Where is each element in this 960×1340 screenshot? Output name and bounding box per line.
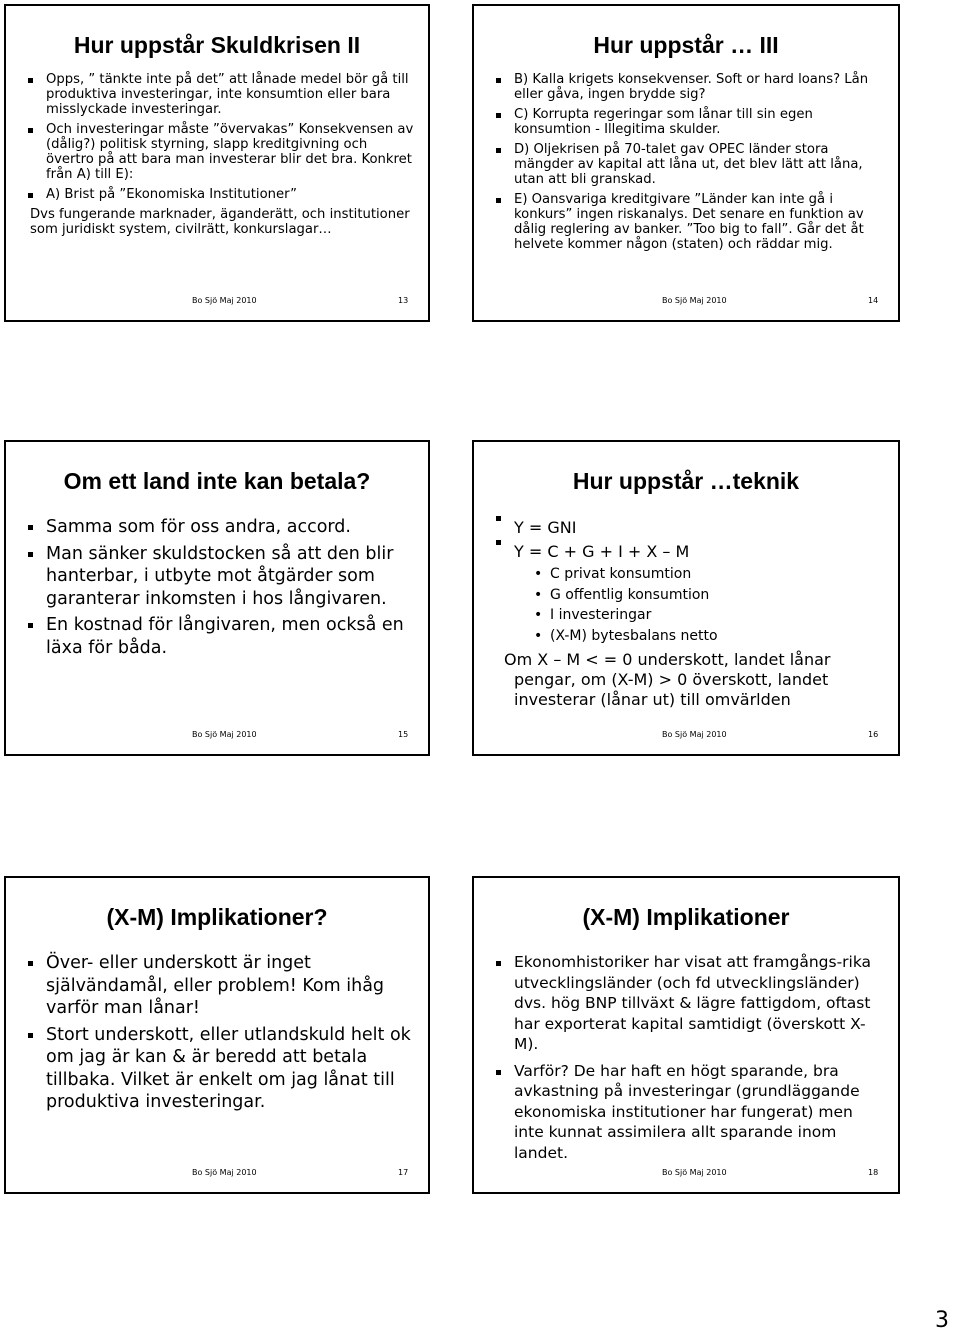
bullet-item: Och investeringar måste ”övervakas” Konsekvensen av (dålig?) politisk styrning, slapp kreditgivning och övertro på att bara man investerar blir det bra. Konkret från A) till E):: [24, 122, 414, 182]
slide-title: Hur uppstår …teknik: [572, 468, 800, 494]
slide-14: [472, 4, 900, 322]
slide-number: 17: [398, 1168, 409, 1177]
slide-body: [492, 72, 884, 252]
slide-body: [24, 516, 414, 659]
slide-title: (X-M) Implikationer: [582, 904, 790, 930]
slide-18: [472, 876, 900, 1194]
bullet-item: A) Brist på ”Ekonomiska Institutioner”: [24, 187, 414, 202]
bullet-list: [24, 516, 414, 659]
sub-bullet-item: • C privat konsumtion: [520, 564, 884, 585]
slide-body: [24, 72, 414, 237]
bullet-item: Y = GNI: [492, 516, 884, 540]
footer-author: Bo Sjö Maj 2010: [662, 730, 727, 739]
footer-author: Bo Sjö Maj 2010: [192, 730, 257, 739]
footer-author: Bo Sjö Maj 2010: [192, 1168, 257, 1177]
slide-title: Hur uppstår … III: [593, 32, 779, 58]
bullet-list: [24, 952, 414, 1114]
bullet-item: E) Oansvariga kreditgivare ”Länder kan inte gå i konkurs” ingen riskanalys. Det senare en funktion av dålig reglering av banker. ”Too big to fall”. Går det åt helvete kommer någon (staten) och räddar mig.: [492, 192, 884, 252]
bullet-item: D) Oljekrisen på 70-talet gav OPEC länder stora mängder av kapital att låna ut, det blev lätt att låna, utan att bli granskad.: [492, 142, 884, 187]
slide-16: [472, 440, 900, 756]
sub-bullet-item: • (X-M) bytesbalans netto: [520, 626, 884, 647]
bullet-list: [492, 72, 884, 252]
bullet-list: [24, 72, 414, 237]
slide-number: 15: [398, 730, 409, 739]
bullet-list: [492, 952, 884, 1163]
sub-bullet-item: • I investeringar: [520, 605, 884, 626]
slide-number: 16: [868, 730, 879, 739]
slide-title: (X-M) Implikationer?: [106, 904, 328, 930]
balance-note-line: pengar, om (X-M) > 0 överskott, landet: [514, 670, 829, 689]
footer-author: Bo Sjö Maj 2010: [192, 296, 257, 305]
bullet-item: Y = C + G + I + X – M: [492, 540, 884, 564]
page-number: 3: [935, 1308, 949, 1333]
slide-13: [4, 4, 430, 322]
bullet-item: Över- eller underskott är inget självändamål, eller problem! Kom ihåg varför man lånar!: [24, 952, 414, 1020]
footer-author: Bo Sjö Maj 2010: [662, 296, 727, 305]
slide-body: [492, 516, 884, 710]
bullet-item: Ekonomhistoriker har visat att framgångs-rika utvecklingsländer (och fd utvecklingsländer) dvs. hög BNP tillväxt & lägre fattigdom, oftast har exporterat kapital samtidigt (överskott X-M).: [492, 952, 884, 1055]
slide-body: [492, 952, 884, 1163]
bullet-continuation: Dvs fungerande marknader, äganderätt, och institutioner som juridiskt system, civilrätt, konkurslagar…: [30, 207, 410, 237]
slide-number: 14: [868, 296, 879, 305]
footer-author: Bo Sjö Maj 2010: [662, 1168, 727, 1177]
balance-note: [492, 650, 884, 710]
bullet-item: Stort underskott, eller utlandskuld helt ok om jag är kan & är beredd att betala tillbaka. Vilket är enkelt om jag lånat till produktiva investeringar.: [24, 1024, 414, 1114]
slide-number: 18: [868, 1168, 879, 1177]
bullet-item: Opps, ” tänkte inte på det” att lånade medel bör gå till produktiva investeringar, inte konsumtion eller bara misslyckade investeringar.: [24, 72, 414, 117]
sub-bullet-item: • G offentlig konsumtion: [520, 585, 884, 606]
bullet-list: [492, 516, 884, 564]
slide-title: Hur uppstår Skuldkrisen II: [73, 32, 361, 58]
slide-body: [24, 952, 414, 1114]
bullet-item: Man sänker skuldstocken så att den blir hanterbar, i utbyte mot åtgärder som garanterar inkomsten i hos långivaren.: [24, 543, 414, 611]
slide-17: [4, 876, 430, 1194]
slide-title: Om ett land inte kan betala?: [63, 468, 371, 494]
slide-15: [4, 440, 430, 756]
bullet-item: C) Korrupta regeringar som lånar till sin egen konsumtion - Illegitima skulder.: [492, 107, 884, 137]
bullet-item: En kostnad för långivaren, men också en läxa för båda.: [24, 614, 414, 659]
sub-bullet-list: [492, 564, 884, 646]
bullet-item: Samma som för oss andra, accord.: [24, 516, 414, 539]
bullet-item: B) Kalla krigets konsekvenser. Soft or hard loans? Lån eller gåva, ingen brydde sig?: [492, 72, 884, 102]
balance-note-line: investerar (lånar ut) till omvärlden: [514, 690, 791, 709]
balance-note-line: Om X – M < = 0 underskott, landet lånar: [504, 650, 831, 669]
slide-number: 13: [398, 296, 409, 305]
bullet-item: Varför? De har haft en högt sparande, bra avkastning på investeringar (grundläggande ekonomiska institutioner har fungerat) men inte kunnat assimilera allt sparande inom landet.: [492, 1061, 884, 1164]
